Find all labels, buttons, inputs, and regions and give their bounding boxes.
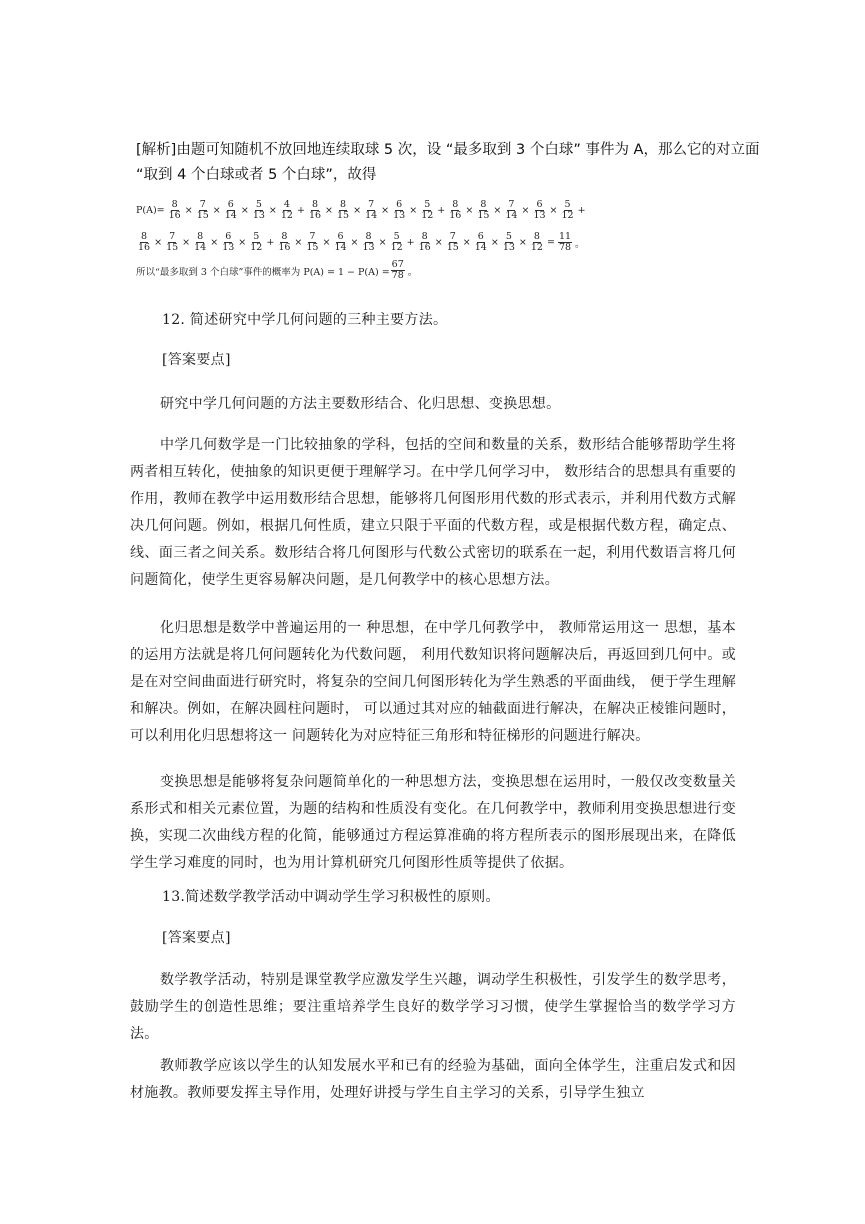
- operator: ×: [240, 205, 249, 216]
- fraction: [530, 232, 544, 253]
- fraction: [420, 200, 434, 221]
- operator: ×: [493, 205, 502, 216]
- fraction-denominator: 16: [138, 242, 151, 253]
- fraction-denominator: 13: [393, 210, 406, 221]
- result-fraction: [558, 232, 572, 253]
- fraction-numerator: 7: [449, 231, 456, 242]
- fraction-denominator: 15: [337, 210, 350, 221]
- fraction-denominator: 12: [530, 242, 543, 253]
- q13-paragraph-2: [130, 1053, 736, 1107]
- fraction: [308, 200, 322, 221]
- q13-p1-text: 数学教学活动，特别是课堂教学应激发学生兴趣，调动学生积极性，引发学生的数学思考，鼓励学生的创造性思维；要注重培养学生良好的数学学习习惯，使学生掌握恰当的数学学习方法。: [130, 972, 736, 1042]
- fraction-denominator: 14: [224, 210, 237, 221]
- fraction-denominator: 13: [222, 242, 235, 253]
- fraction-numerator: 6: [225, 231, 232, 242]
- formula-period: 。: [575, 238, 585, 250]
- fraction-numerator: 8: [480, 199, 487, 210]
- formula-row-2: [136, 232, 587, 253]
- fraction-denominator: 13: [502, 242, 515, 253]
- operator: ×: [490, 237, 499, 248]
- fraction: [165, 232, 179, 253]
- q12-paragraph-2: [130, 432, 736, 594]
- fraction-numerator: 8: [281, 231, 288, 242]
- fraction-denominator: 14: [474, 242, 487, 253]
- operator: ×: [210, 237, 219, 248]
- fraction-numerator: 8: [197, 231, 204, 242]
- operator: ×: [549, 205, 558, 216]
- fraction: [392, 200, 406, 221]
- fraction: [196, 200, 210, 221]
- fraction-denominator: 13: [252, 210, 265, 221]
- fraction-denominator: 12: [390, 242, 403, 253]
- fraction-numerator: 7: [508, 199, 515, 210]
- operator: +: [577, 205, 586, 216]
- operator: +: [296, 205, 305, 216]
- fraction-numerator: 8: [141, 231, 148, 242]
- fraction-numerator: 6: [536, 199, 543, 210]
- result-denominator: 78: [558, 242, 572, 253]
- operator: ×: [212, 205, 221, 216]
- q12-paragraph-1: [130, 391, 736, 418]
- fraction-denominator: 15: [196, 210, 209, 221]
- fraction-denominator: 12: [421, 210, 434, 221]
- fraction: [305, 232, 319, 253]
- fraction: [193, 232, 207, 253]
- fraction-denominator: 15: [306, 242, 319, 253]
- fraction-denominator: 14: [194, 242, 207, 253]
- fraction-denominator: 15: [166, 242, 179, 253]
- fraction: [364, 200, 378, 221]
- fraction-denominator: 16: [308, 210, 322, 221]
- operator: ×: [325, 205, 334, 216]
- operator: +: [266, 237, 275, 248]
- fraction-numerator: 7: [199, 199, 206, 210]
- fraction: [168, 200, 182, 221]
- formula-conclusion: 所以“最多取到 3 个白球”事件的概率为 P(A) = 1 − P(A) =: [136, 266, 390, 278]
- operator: ×: [294, 237, 303, 248]
- fraction: [448, 200, 462, 221]
- q12-paragraph-3: [130, 615, 736, 750]
- probability-formula: [136, 196, 586, 284]
- operator: ×: [465, 205, 474, 216]
- operator: ×: [434, 237, 443, 248]
- operator: ×: [409, 205, 418, 216]
- analysis-block: [136, 138, 766, 188]
- q12-answer-label: [答案要点]: [162, 352, 231, 368]
- operator: ×: [184, 205, 193, 216]
- fraction-denominator: 15: [477, 210, 490, 221]
- fraction: [390, 232, 404, 253]
- fraction: [280, 200, 294, 221]
- operator: +: [437, 205, 446, 216]
- fraction-denominator: 12: [561, 210, 574, 221]
- fraction-numerator: 7: [368, 199, 375, 210]
- q13-title: 13.简述数学教学活动中调动学生学习积极性的原则。: [162, 889, 500, 905]
- fraction-numerator: 6: [396, 199, 403, 210]
- fraction: [249, 232, 263, 253]
- fraction-denominator: 14: [505, 210, 518, 221]
- fraction-denominator: 13: [362, 242, 375, 253]
- fraction-numerator: 7: [309, 231, 316, 242]
- fraction: [446, 232, 460, 253]
- fraction-denominator: 12: [280, 210, 293, 221]
- fraction-denominator: 16: [418, 242, 431, 253]
- operator: ×: [521, 205, 530, 216]
- q12-p4-text: 变换思想是能够将复杂问题简单化的一种思想方法，变换思想在运用时，一般仅改变数量关系形式和相关元素位置，为题的结构和性质没有变化。在几何教学中，教师利用变换思想进行变换，实现二次曲线方程的化简，能够通过方程运算准确的将方程所表示的图形展现出来，在降低学生学习难度的同时，也为用计算机研究几何图形性质等提供了依据。: [130, 774, 736, 871]
- fraction: [561, 200, 575, 221]
- fraction-denominator: 12: [250, 242, 263, 253]
- fraction: [532, 200, 546, 221]
- operator: ×: [518, 237, 527, 248]
- operator: ×: [378, 237, 387, 248]
- formula-conclusion-row: [136, 260, 419, 281]
- q12-p2-text: 中学几何数学是一门比较抽象的学科，包括的空间和数量的关系，数形结合能够帮助学生将两者相互转化，使抽象的知识更便于理解学习。在中学几何学习中， 数形结合的思想具有重要的作用，教师在教学中运用数形结合思想，能够将几何图形用代数的形式表示，并利用代数方式解决几何问题。例如，根据几何性质，建立只限于平面的代数方程，或是根据代数方程，确定点、线、面三者之间关系。数形结合将几何图形与代数公式密切的联系在一起，利用代数语言将几何问题简化，使学生更容易解决问题，是几何教学中的核心思想方法。: [130, 437, 736, 588]
- fraction-numerator: 8: [533, 231, 540, 242]
- fraction-denominator: 13: [533, 210, 546, 221]
- operator: ×: [268, 205, 277, 216]
- q12-p1-text: 研究中学几何问题的方法主要数形结合、化归思想、变换思想。: [160, 396, 561, 412]
- fraction-numerator: 8: [365, 231, 372, 242]
- operator: ×: [322, 237, 331, 248]
- operator: ×: [182, 237, 191, 248]
- formula-row-1: [136, 200, 588, 221]
- fraction-numerator: 8: [311, 199, 319, 210]
- fraction-numerator: 8: [452, 199, 459, 210]
- fraction: [333, 232, 347, 253]
- q12-p3-text: 化归思想是数学中普遍运用的一 种思想，在中学几何教学中， 教师常运用这一 思想，基本的运用方法就是将几何问题转化为代数问题， 利用代数知识将问题解决后，再返回到几何中。或是在对空间曲面进行研究时，将复杂的空间几何图形转化为学生熟悉的平面曲线， 便于学生理解和解决。例如，在解决圆柱问题时， 可以通过其对应的轴截面进行解决，在解决正棱锥问题时，可以利用化归思想将这一 问题转化为对应特征三角形和特征梯形的问题进行解决。: [130, 620, 736, 744]
- fraction: [418, 232, 432, 253]
- fraction-numerator: 6: [477, 231, 484, 242]
- result-numerator: 11: [558, 231, 572, 242]
- fraction-numerator: 5: [393, 231, 400, 242]
- operator: ×: [350, 237, 359, 248]
- q13-p2-text: 教师教学应该以学生的认知发展水平和已有的经验为基础，面向全体学生，注重启发式和因材施教。教师要发挥主导作用，处理好讲授与学生自主学习的关系，引导学生独立: [130, 1058, 736, 1101]
- fraction-numerator: 6: [337, 231, 344, 242]
- formula-final-fraction: [391, 260, 405, 281]
- fraction: [474, 232, 488, 253]
- fraction: [277, 232, 291, 253]
- fraction-numerator: 6: [227, 199, 234, 210]
- fraction-numerator: 4: [283, 199, 290, 210]
- fraction-numerator: 7: [169, 231, 176, 242]
- fraction-numerator: 8: [171, 199, 178, 210]
- operator: ×: [238, 237, 247, 248]
- operator: ×: [381, 205, 390, 216]
- fraction: [224, 200, 238, 221]
- q12-paragraph-4: [130, 769, 736, 877]
- fraction-numerator: 5: [505, 231, 512, 242]
- fraction: [137, 232, 151, 253]
- final-denominator: 78: [391, 270, 404, 281]
- fraction: [252, 200, 266, 221]
- fraction-denominator: 16: [449, 210, 462, 221]
- fraction-numerator: 5: [253, 231, 260, 242]
- fraction-numerator: 8: [340, 199, 347, 210]
- operator: =: [546, 237, 555, 248]
- fraction: [502, 232, 516, 253]
- operator: ×: [154, 237, 163, 248]
- q12-title: 12. 简述研究中学几何问题的三种主要方法。: [162, 312, 448, 328]
- analysis-text: [解析]由题可知随机不放回地连续取球 5 次，设 “最多取到 3 个白球” 事件为 A，那么它的对立面 “取到 4 个白球或者 5 个白球”，故得: [136, 142, 760, 183]
- fraction-numerator: 5: [424, 199, 431, 210]
- formula-lhs: P(A)=: [136, 205, 165, 216]
- fraction-denominator: 15: [446, 242, 459, 253]
- operator: ×: [462, 237, 471, 248]
- q13-answer-label: [答案要点]: [162, 930, 231, 946]
- formula-period: 。: [407, 266, 418, 278]
- fraction-numerator: 5: [255, 199, 262, 210]
- fraction: [221, 232, 235, 253]
- final-numerator: 67: [391, 259, 404, 270]
- fraction: [504, 200, 518, 221]
- fraction-denominator: 14: [365, 210, 378, 221]
- operator: +: [406, 237, 415, 248]
- fraction-numerator: 5: [564, 199, 571, 210]
- fraction-denominator: 16: [278, 242, 291, 253]
- fraction-denominator: 14: [334, 242, 347, 253]
- q13-paragraph-1: [130, 967, 736, 1048]
- fraction: [362, 232, 376, 253]
- fraction: [336, 200, 350, 221]
- fraction-numerator: 8: [421, 231, 428, 242]
- operator: ×: [353, 205, 362, 216]
- fraction: [476, 200, 490, 221]
- fraction-denominator: 16: [168, 210, 181, 221]
